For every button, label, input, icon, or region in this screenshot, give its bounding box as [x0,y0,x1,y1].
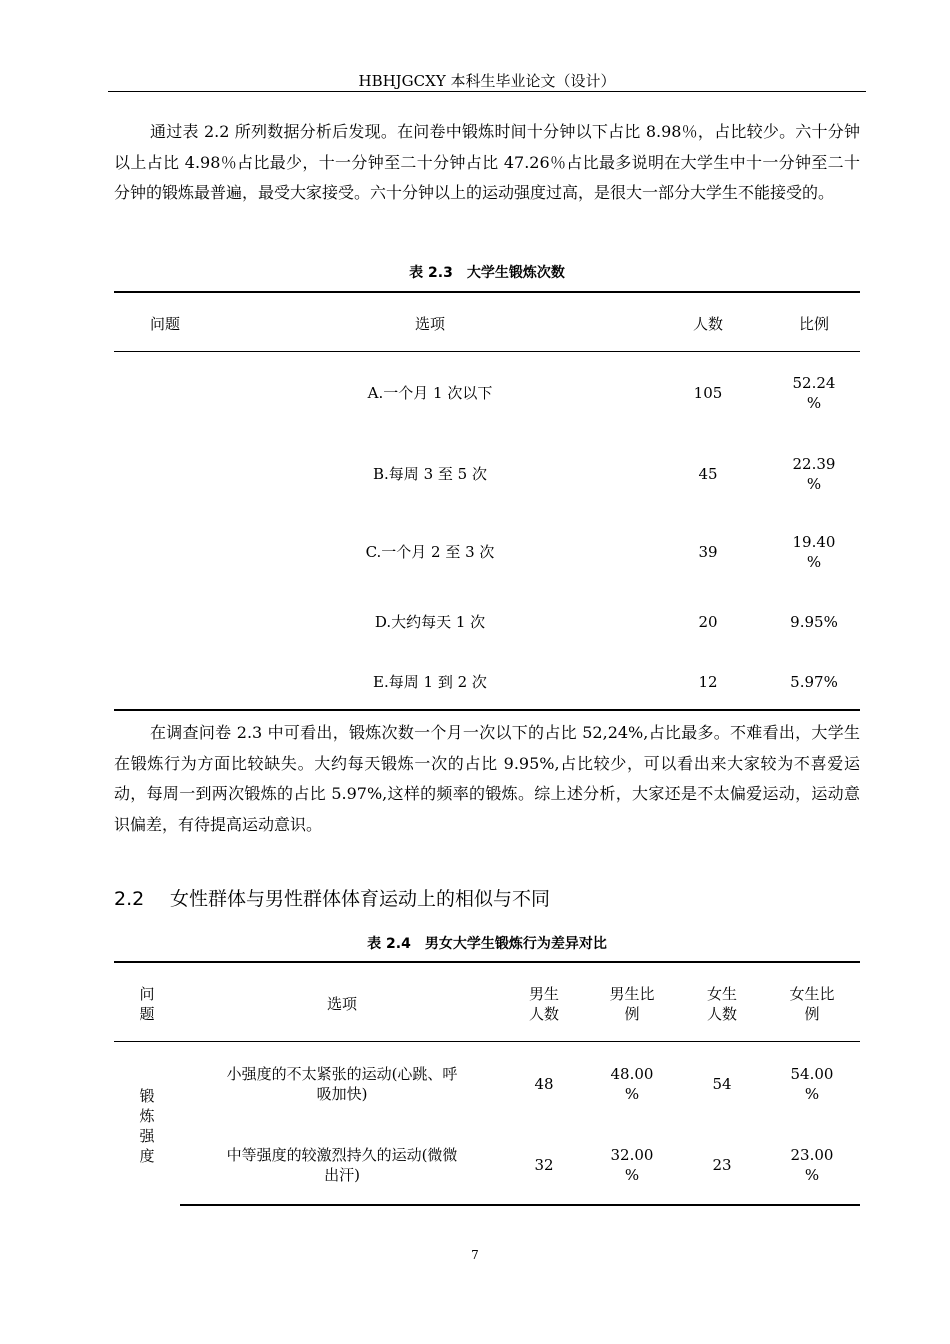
table-row-option: A.一个月 1 次以下 [367,384,493,402]
option-line: 吸加快) [316,1085,368,1103]
table-row-ratio [776,612,852,632]
table-row-female-count: 54 [712,1075,732,1093]
body-paragraph-2: 在调查问卷 2.3 中可看出，锻炼次数一个月一次以下的占比 52,24%,占比最多。不难看出，大学生在锻炼行为方面比较缺失。大约每天锻炼一次的占比 9.95%,占比较少，可以看出来大家较为不喜爱运动，每周一到两次锻炼的占比 5.97%,这样的频率的锻炼。综上述分析，大家还是不太偏爱运动，运动意识偏差，有待提高运动意识。 [114,723,860,834]
section-heading [114,884,550,911]
table-2-3-header-rule [114,351,860,352]
ratio-unit: % [804,1166,820,1184]
table-2-3-header-ratio: 比例 [798,315,829,333]
ratio-unit: % [624,1166,640,1184]
option-line: 中等强度的较激烈持久的运动(微微 [226,1146,458,1164]
table-2-4-header-male-ratio [594,984,670,1024]
table-row-ratio [776,532,852,572]
table-2-4-header-male-count [508,984,580,1024]
running-header: HBHJGCXY 本科生毕业论文（设计） [358,72,616,90]
table-2-4-caption: 表 2.4 男女大学生锻炼行为差异对比 [367,936,607,952]
table-row-count: 45 [698,465,718,483]
table-row-female-count: 23 [712,1156,732,1174]
table-2-4-header-female-count [686,984,758,1024]
table-2-3-header-option: 选项 [414,315,445,333]
group-label-char: 度 [139,1147,155,1165]
ratio-value: 52.24 [792,374,836,392]
ratio-value: 5.97% [790,673,838,691]
ratio-value: 48.00 [610,1065,654,1083]
table-2-3-top-rule [114,291,860,293]
table-row-female-ratio [774,1064,850,1104]
group-label-char: 炼 [139,1107,155,1125]
table-row-option: B.每周 3 至 5 次 [373,465,487,483]
table-row-male-count: 48 [534,1075,554,1093]
ratio-unit: % [806,553,822,571]
section-title: 女性群体与男性群体体育运动上的相似与不同 [170,888,551,910]
table-row-female-ratio [774,1145,850,1185]
table-2-4-group-label [132,1086,162,1166]
ratio-unit: % [624,1085,640,1103]
table-row-option: C.一个月 2 至 3 次 [365,543,495,561]
ratio-value: 23.00 [790,1146,834,1164]
header-line: 人数 [528,1005,559,1023]
ratio-value: 32.00 [610,1146,654,1164]
body-paragraph-1: 通过表 2.2 所列数据分析后发现。在问卷中锻炼时间十分钟以下占比 8.98％，占比较少。六十分钟以上占比 4.98％占比最少，十一分钟至二十分钟占比 47.26％占比最多说明在大学生中十一分钟至二十分钟的锻炼最普遍，最受大家接受。六十分钟以上的运动强度过高，是很大一部分大学生不能接受的。 [114,122,860,202]
page-number: 7 [471,1248,479,1262]
table-row-count: 20 [698,613,718,631]
table-row-ratio [776,454,852,494]
ratio-value: 19.40 [792,533,836,551]
table-row-ratio [776,373,852,413]
table-row-count: 39 [698,543,718,561]
table-row-count: 12 [698,673,718,691]
table-row-male-ratio [594,1064,670,1104]
ratio-value: 54.00 [790,1065,834,1083]
ratio-unit: % [804,1085,820,1103]
table-row-ratio [776,672,852,692]
table-2-4-header-female-ratio [774,984,850,1024]
header-line: 男生 [528,985,559,1003]
header-line: 例 [624,1005,640,1023]
table-row-option [196,1145,488,1185]
table-2-4-header-question [127,984,167,1024]
table-2-4-header-option: 选项 [326,995,357,1013]
ratio-unit: % [806,394,822,412]
ratio-unit: % [806,475,822,493]
header-line: 例 [804,1005,820,1023]
header-rule [108,91,866,92]
table-row-male-count: 32 [534,1156,554,1174]
table-row-male-ratio [594,1145,670,1185]
header-line: 女生比 [789,985,835,1003]
ratio-value: 9.95% [790,613,838,631]
table-2-3-header-question: 问题 [149,315,180,333]
table-row-count: 105 [693,384,723,402]
table-row-option [196,1064,488,1104]
table-2-4-header-rule [114,1041,860,1042]
table-2-3-caption: 表 2.3 大学生锻炼次数 [409,265,565,281]
header-line: 女生 [706,985,737,1003]
group-label-char: 锻 [139,1087,155,1105]
option-line: 出汗) [324,1166,360,1184]
option-line: 小强度的不太紧张的运动(心跳、呼 [226,1065,458,1083]
table-2-3-header-count: 人数 [692,315,723,333]
table-row-option: E.每周 1 到 2 次 [373,673,487,691]
table-2-3-bottom-rule [114,709,860,711]
table-2-4-bottom-rule [180,1204,860,1206]
header-line: 问 [139,985,155,1003]
group-label-char: 强 [139,1127,155,1145]
header-line: 人数 [706,1005,737,1023]
section-number: 2.2 [114,888,145,910]
header-line: 题 [139,1005,155,1023]
header-line: 男生比 [609,985,655,1003]
table-2-4-top-rule [114,961,860,963]
table-row-option: D.大约每天 1 次 [374,613,486,631]
ratio-value: 22.39 [792,455,836,473]
